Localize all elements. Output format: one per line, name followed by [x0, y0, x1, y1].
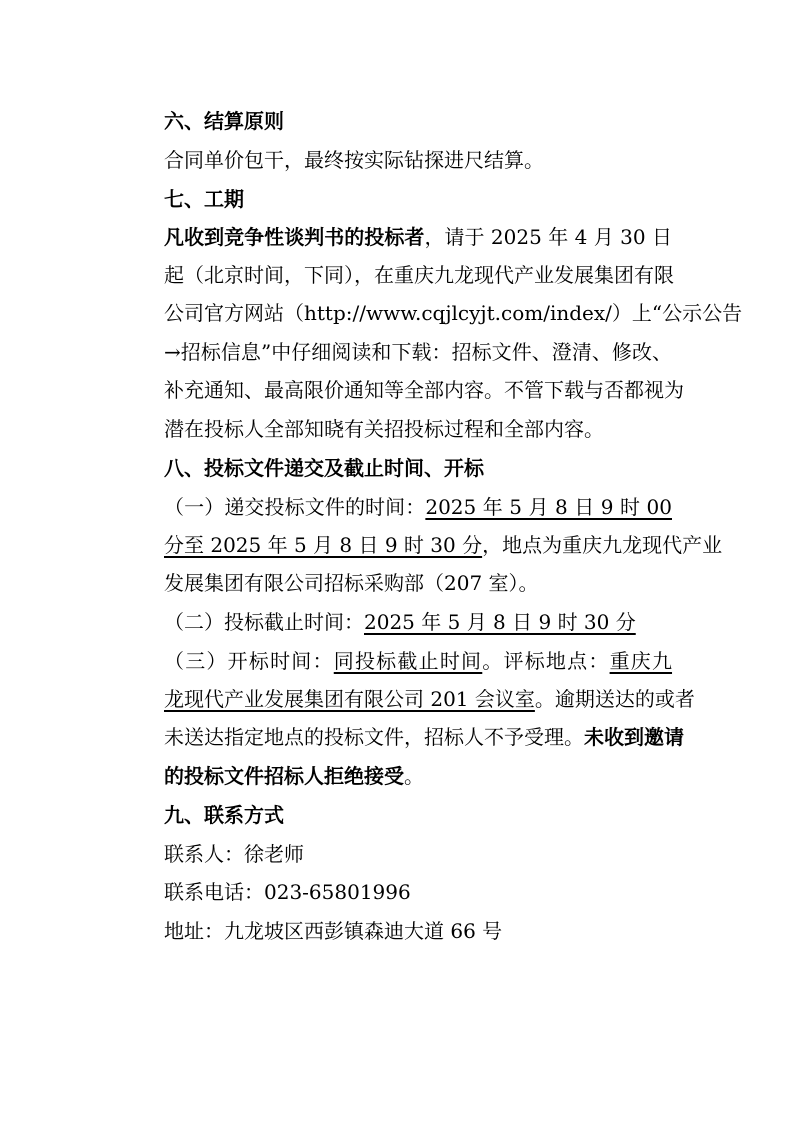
section-8-b-line	[164, 609, 636, 635]
submission-start-time: 2025 年 5 月 8 日 9 时 00	[425, 495, 672, 519]
submission-end-time: 分至 2025 年 5 月 8 日 9 时 30 分	[164, 533, 483, 557]
section-7-line-1	[164, 224, 672, 250]
section-8-a-line-2-rest: ，地点为重庆九龙现代产业	[482, 533, 723, 557]
evaluation-label: 。评标地点：	[482, 649, 610, 673]
section-8-a-line-2	[164, 532, 723, 558]
section-8-c-line-1	[164, 648, 672, 674]
evaluation-location-end: 龙现代产业发展集团有限公司 201 会议室	[164, 687, 535, 711]
section-8-c-prefix: （三）开标时间：	[164, 649, 334, 673]
section-8-b-prefix: （二）投标截止时间：	[164, 610, 364, 634]
section-8-a-line-1	[164, 494, 672, 520]
section-7-line-2: 起（北京时间，下同），在重庆九龙现代产业发展集团有限	[164, 263, 674, 287]
section-7-heading: 七、工期	[164, 187, 244, 211]
section-7-line-1-rest: ，请于 2025 年 4 月 30 日	[424, 225, 673, 249]
section-7-line-4: →招标信息”中仔细阅读和下载：招标文件、澄清、修改、	[164, 340, 672, 364]
evaluation-location-start: 重庆九	[609, 649, 673, 673]
section-8-c-line-2-rest: 。逾期送达的或者	[534, 687, 695, 711]
contact-address: 地址：九龙坡区西彭镇森迪大道 66 号	[164, 919, 503, 943]
section-8-heading: 八、投标文件递交及截止时间、开标	[164, 456, 484, 480]
section-8-c-line-4-end: 。	[404, 764, 424, 788]
section-9-heading: 九、联系方式	[164, 803, 284, 827]
section-8-c-line-3-plain: 未送达指定地点的投标文件，招标人不予受理。	[164, 725, 584, 749]
opening-time: 同投标截止时间	[333, 649, 483, 673]
section-8-c-line-4-bold: 的投标文件招标人拒绝接受	[164, 764, 404, 788]
contact-phone: 联系电话：023-65801996	[164, 880, 411, 904]
section-8-a-line-3: 发展集团有限公司招标采购部（207 室）。	[164, 571, 539, 595]
section-7-line-3: 公司官方网站（http://www.cqjlcyjt.com/index/）上“公示公告	[164, 301, 743, 325]
section-8-c-line-3	[164, 724, 684, 750]
section-8-c-line-4	[164, 763, 424, 789]
deadline-time: 2025 年 5 月 8 日 9 时 30 分	[364, 610, 636, 634]
section-8-a-prefix: （一）递交投标文件的时间：	[164, 495, 426, 519]
section-8-c-line-3-bold: 未收到邀请	[584, 725, 684, 749]
section-8-c-line-2	[164, 686, 695, 712]
section-7-line-5: 补充通知、最高限价通知等全部内容。不管下载与否都视为	[164, 378, 684, 402]
contact-person: 联系人：徐老师	[164, 842, 304, 866]
section-6-text: 合同单价包干，最终按实际钻探进尺结算。	[164, 148, 544, 172]
section-7-line-6: 潜在投标人全部知晓有关招投标过程和全部内容。	[164, 417, 604, 441]
section-6-heading: 六、结算原则	[164, 109, 284, 133]
section-7-bold-phrase: 凡收到竞争性谈判书的投标者	[164, 225, 425, 249]
